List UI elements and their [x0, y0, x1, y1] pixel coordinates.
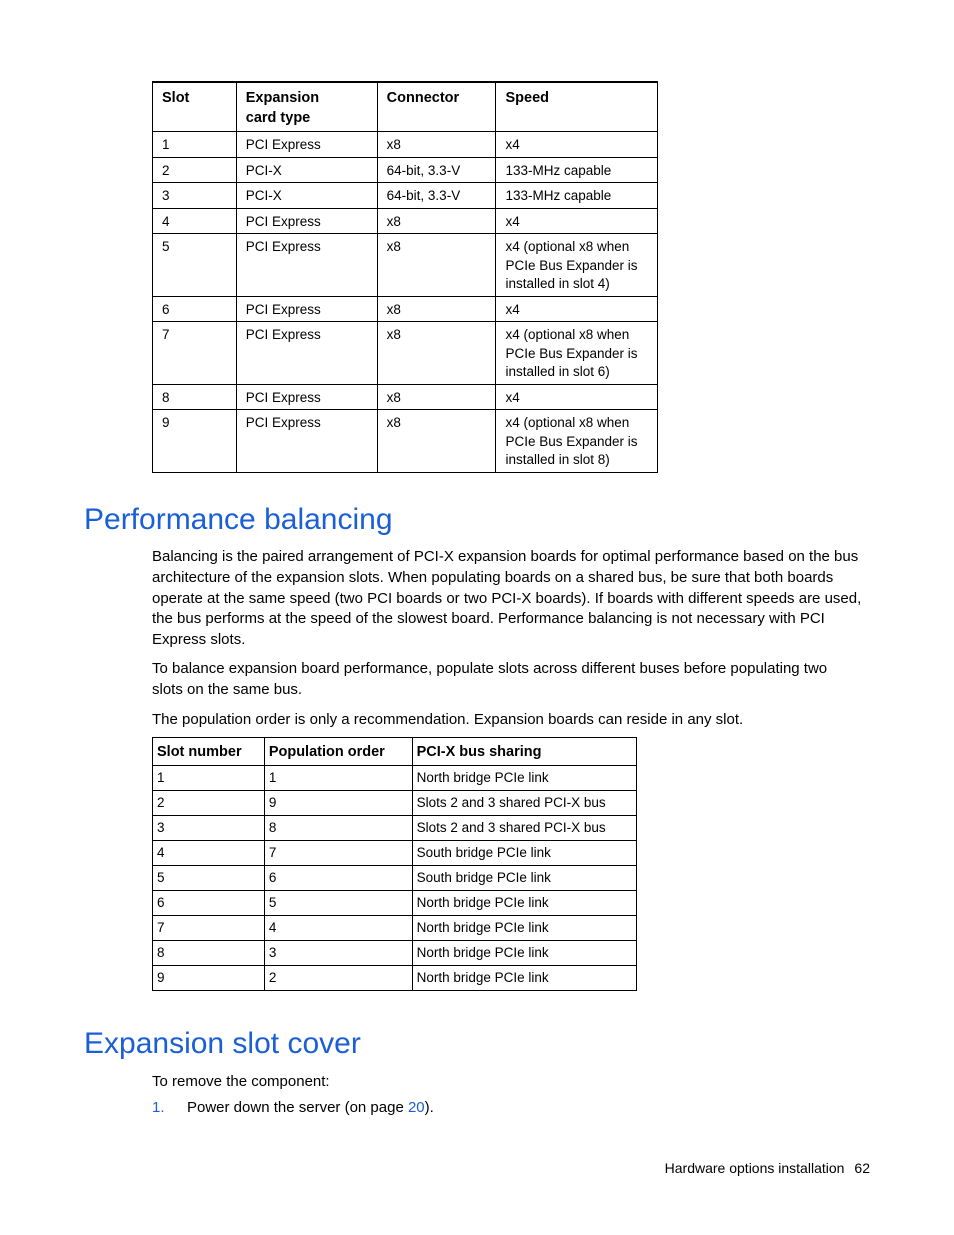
table-row	[153, 296, 658, 322]
table-row	[153, 866, 637, 891]
page-footer	[665, 1158, 870, 1178]
step-text-end: ).	[424, 1099, 434, 1116]
table-row	[153, 183, 658, 209]
table-cell: PCI Express	[236, 208, 377, 234]
table-cell: North bridge PCIe link	[412, 766, 636, 791]
table-cell: PCI Express	[236, 410, 377, 473]
table-cell: PCI Express	[236, 132, 377, 158]
table-cell: x8	[377, 296, 496, 322]
table-cell: 133-MHz capable	[496, 157, 658, 183]
table-cell: 2	[153, 157, 237, 183]
table-cell: 133-MHz capable	[496, 183, 658, 209]
table-cell: 6	[153, 296, 237, 322]
table-row	[153, 766, 637, 791]
column-header: Expansion card type	[236, 82, 377, 132]
paragraph-balancing: Balancing is the paired arrangement of PCI-X expansion boards for optimal performance based on the bus architecture of the expansion slots. When populating boards on a shared bus, be sure that both boards operate at the same speed (two PCI boards or two PCI-X boards). If boards with different speeds are used, the bus performs at the speed of the slowest board. Performance balancing is not necessary with PCI Express slots.	[152, 548, 862, 649]
paragraph-remove-intro: To remove the component:	[152, 1073, 330, 1090]
table-cell: 7	[264, 841, 412, 866]
table-cell: 3	[153, 816, 265, 841]
column-header: Population order	[264, 738, 412, 766]
table-row	[153, 234, 658, 297]
table-cell: Slots 2 and 3 shared PCI-X bus	[412, 816, 636, 841]
section-title-expansion-slot-cover: Expansion slot cover	[84, 1027, 361, 1060]
page-link[interactable]: 20	[407, 1099, 425, 1116]
table-cell: 5	[153, 866, 265, 891]
table-cell: x8	[377, 322, 496, 385]
step-text: Power down the server (on page	[187, 1099, 408, 1116]
table-cell: 4	[153, 841, 265, 866]
table-cell: 8	[264, 816, 412, 841]
table-cell: PCI Express	[236, 384, 377, 410]
population-order-table	[152, 737, 637, 991]
table-cell: 2	[153, 791, 265, 816]
table-cell: x4	[496, 208, 658, 234]
table-row	[153, 208, 658, 234]
table-cell: x4 (optional x8 when PCIe Bus Expander is installed in slot 4)	[496, 234, 658, 297]
table-row	[153, 132, 658, 158]
table-row	[153, 841, 637, 866]
table-cell: PCI Express	[236, 322, 377, 385]
table-cell: x4 (optional x8 when PCIe Bus Expander is installed in slot 8)	[496, 410, 658, 473]
section-title-performance-balancing: Performance balancing	[84, 503, 393, 536]
column-header: Slot number	[153, 738, 265, 766]
footer-section-name: Hardware options installation	[664, 1160, 845, 1176]
table-cell: 64-bit, 3.3-V	[377, 157, 496, 183]
table-cell: 7	[153, 322, 237, 385]
table-cell: 5	[264, 891, 412, 916]
table-cell: 8	[153, 941, 265, 966]
table-cell: 8	[153, 384, 237, 410]
table-cell: North bridge PCIe link	[412, 891, 636, 916]
table-cell: x8	[377, 384, 496, 410]
table-cell: x8	[377, 410, 496, 473]
table-row	[153, 322, 658, 385]
table-row	[153, 410, 658, 473]
table-cell: 1	[153, 132, 237, 158]
table-cell: 2	[264, 966, 412, 991]
column-header: Speed	[496, 82, 658, 132]
table-row	[153, 791, 637, 816]
column-header: Connector	[377, 82, 496, 132]
table-cell: 3	[264, 941, 412, 966]
table-cell: x4	[496, 384, 658, 410]
table-cell: 9	[153, 966, 265, 991]
table-row	[153, 916, 637, 941]
paragraph-balance-order: To balance expansion board performance, populate slots across different buses before populating two slots on the same bus.	[152, 660, 828, 698]
page-number: 62	[854, 1160, 870, 1176]
table-cell: 64-bit, 3.3-V	[377, 183, 496, 209]
table-row	[153, 157, 658, 183]
table-cell: 6	[153, 891, 265, 916]
step-item	[152, 1098, 434, 1118]
table-cell: x4 (optional x8 when PCIe Bus Expander is installed in slot 6)	[496, 322, 658, 385]
table-cell: 3	[153, 183, 237, 209]
table-cell: PCI-X	[236, 157, 377, 183]
table-cell: North bridge PCIe link	[412, 966, 636, 991]
table-cell: 5	[153, 234, 237, 297]
table-cell: 4	[264, 916, 412, 941]
table-cell: x4	[496, 132, 658, 158]
table-cell: PCI-X	[236, 183, 377, 209]
table-cell: 9	[153, 410, 237, 473]
table-cell: x8	[377, 208, 496, 234]
table-cell: 1	[264, 766, 412, 791]
table-cell: x8	[377, 234, 496, 297]
slot-specifications-table	[152, 81, 658, 473]
table-header-row	[153, 738, 637, 766]
table-cell: South bridge PCIe link	[412, 841, 636, 866]
table-row	[153, 941, 637, 966]
table-cell: North bridge PCIe link	[412, 916, 636, 941]
table-cell: PCI Express	[236, 234, 377, 297]
table-row	[153, 966, 637, 991]
table-cell: 7	[153, 916, 265, 941]
table-cell: PCI Express	[236, 296, 377, 322]
table-row	[153, 891, 637, 916]
table-cell: North bridge PCIe link	[412, 941, 636, 966]
table-row	[153, 816, 637, 841]
table-cell: x4	[496, 296, 658, 322]
column-header: Slot	[153, 82, 237, 132]
table-cell: 6	[264, 866, 412, 891]
table-header-row	[153, 82, 658, 132]
table-cell: 4	[153, 208, 237, 234]
table-cell: 9	[264, 791, 412, 816]
column-header: PCI-X bus sharing	[412, 738, 636, 766]
table-cell: Slots 2 and 3 shared PCI-X bus	[412, 791, 636, 816]
table-cell: 1	[153, 766, 265, 791]
paragraph-recommendation: The population order is only a recommendation. Expansion boards can reside in any slot.	[152, 711, 744, 728]
table-row	[153, 384, 658, 410]
table-cell: x8	[377, 132, 496, 158]
table-cell: South bridge PCIe link	[412, 866, 636, 891]
step-number: 1.	[152, 1099, 165, 1116]
